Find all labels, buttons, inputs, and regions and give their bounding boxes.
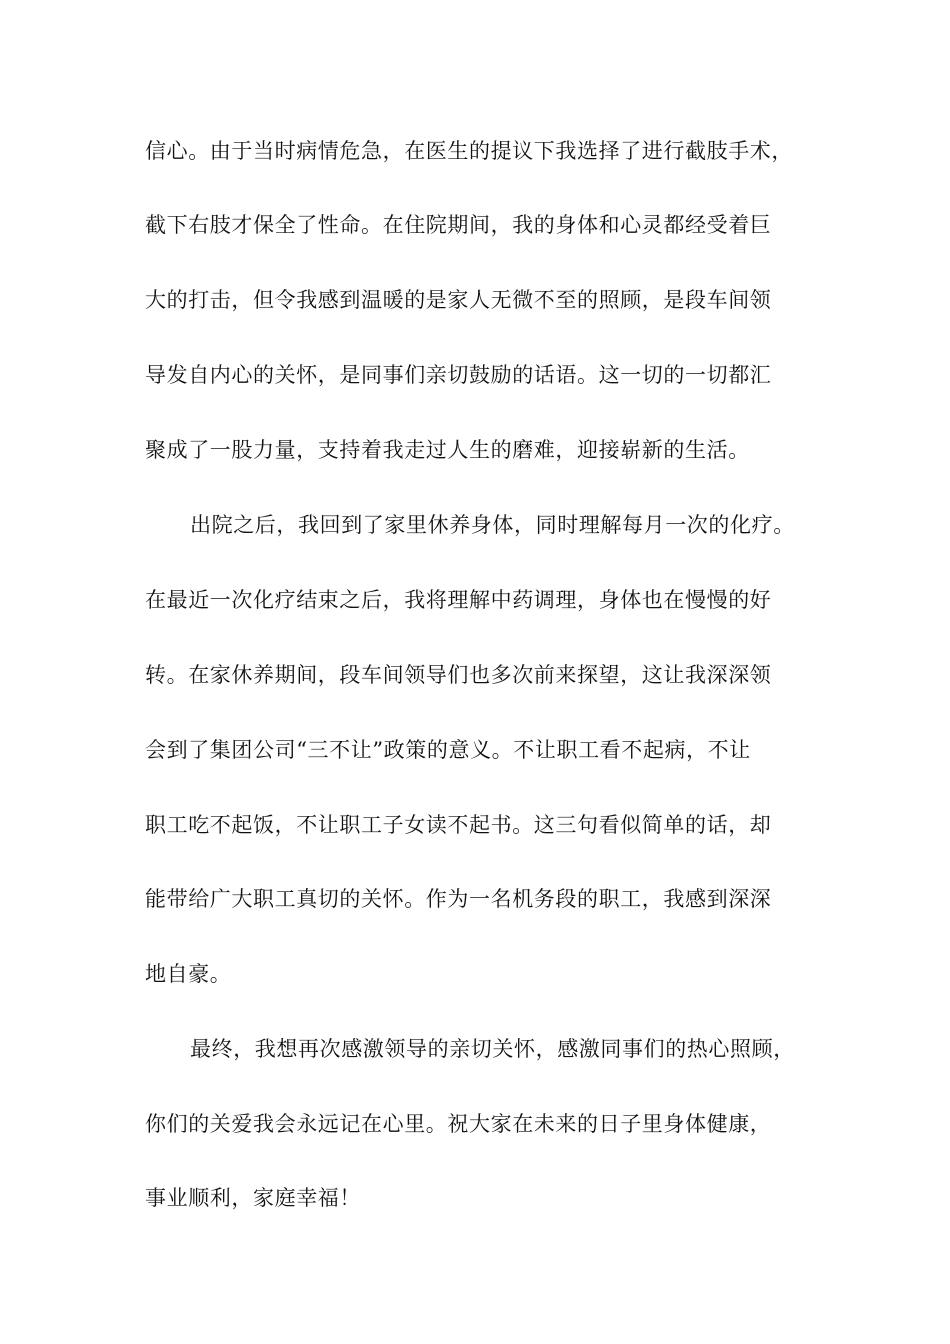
text-line: 聚成了一股力量，支持着我走过人生的磨难，迎接崭新的生活。 — [145, 438, 750, 462]
text-line: 导发自内心的关怀，是同事们亲切鼓励的话语。这一切的一切都汇 — [145, 363, 772, 387]
text-line: 在最近一次化疗结束之后，我将理解中药调理，身体也在慢慢的好 — [145, 588, 772, 612]
text-line: 会到了集团公司“三不让”政策的意义。不让职工看不起病，不让 — [145, 738, 751, 762]
text-line: 信心。由于当时病情危急，在医生的提议下我选择了进行截肢手术， — [145, 139, 793, 163]
text-line: 转。在家休养期间，段车间领导们也多次前来探望，这让我深深领 — [145, 663, 772, 687]
paragraph-start-line: 出院之后，我回到了家里休养身体，同时理解每月一次的化疗。 — [190, 513, 795, 537]
text-line: 事业顺利，家庭幸福！ — [145, 1186, 361, 1210]
text-line: 你们的关爱我会永远记在心里。祝大家在未来的日子里身体健康， — [145, 1112, 772, 1136]
text-line: 截下右肢才保全了性命。在住院期间，我的身体和心灵都经受着巨 — [145, 213, 772, 237]
text-line: 能带给广大职工真切的关怀。作为一名机务段的职工，我感到深深 — [145, 887, 772, 911]
text-line: 地自豪。 — [145, 962, 232, 986]
text-line: 大的打击，但令我感到温暖的是家人无微不至的照顾，是段车间领 — [145, 288, 772, 312]
paragraph-start-line: 最终，我想再次感激领导的亲切关怀，感激同事们的热心照顾， — [190, 1037, 795, 1061]
text-line: 职工吃不起饭，不让职工子女读不起书。这三句看似简单的话，却 — [145, 813, 772, 837]
